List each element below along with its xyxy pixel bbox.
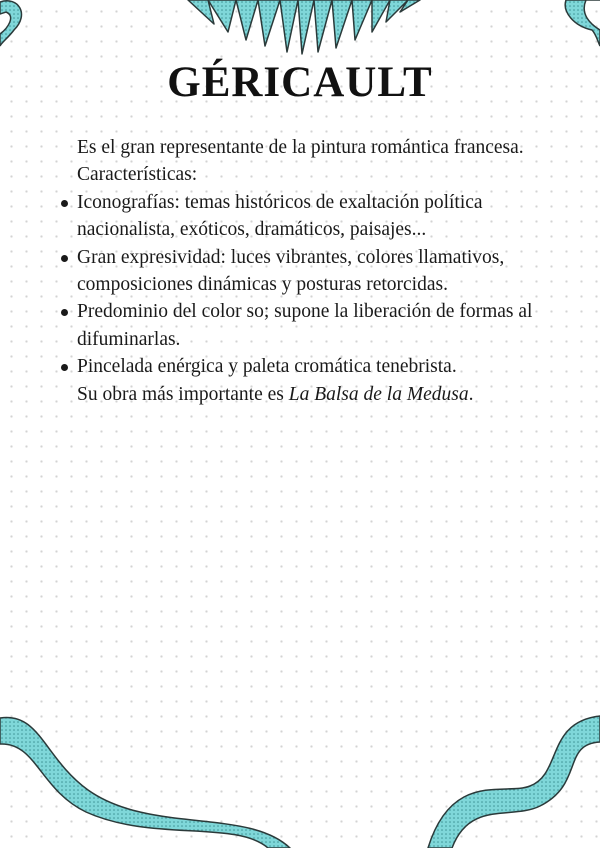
list-item: Pincelada enérgica y paleta cromática tenebrista. — [60, 353, 570, 380]
list-item: Iconografías: temas históricos de exaltación política nacionalista, exóticos, dramáticos, paisajes... — [60, 189, 570, 244]
list-item: Predominio del color so; supone la liberación de formas al difuminarlas. — [60, 298, 570, 353]
bottom-right-wave-shape — [428, 716, 600, 848]
closing-line — [60, 381, 570, 408]
artwork-title: La Balsa de la Medusa — [288, 383, 469, 405]
closing-prefix: Su obra más importante es — [77, 383, 289, 405]
list-item: Gran expresividad: luces vibrantes, colores llamativos, composiciones dinámicas y posturas retorcidas. — [60, 244, 570, 299]
intro-line: Características: — [77, 164, 198, 186]
characteristics-list — [60, 189, 570, 381]
top-right-curl-shape — [565, 0, 600, 46]
intro-line: Es el gran representante de la pintura romántica francesa. — [77, 137, 524, 158]
page-title: GÉRICAULT — [167, 59, 433, 106]
bottom-left-wave-shape — [0, 717, 290, 848]
starburst-shape — [188, 0, 420, 54]
top-left-curl-shape — [0, 1, 21, 46]
body-content — [60, 134, 570, 408]
closing-suffix: . — [468, 383, 474, 405]
